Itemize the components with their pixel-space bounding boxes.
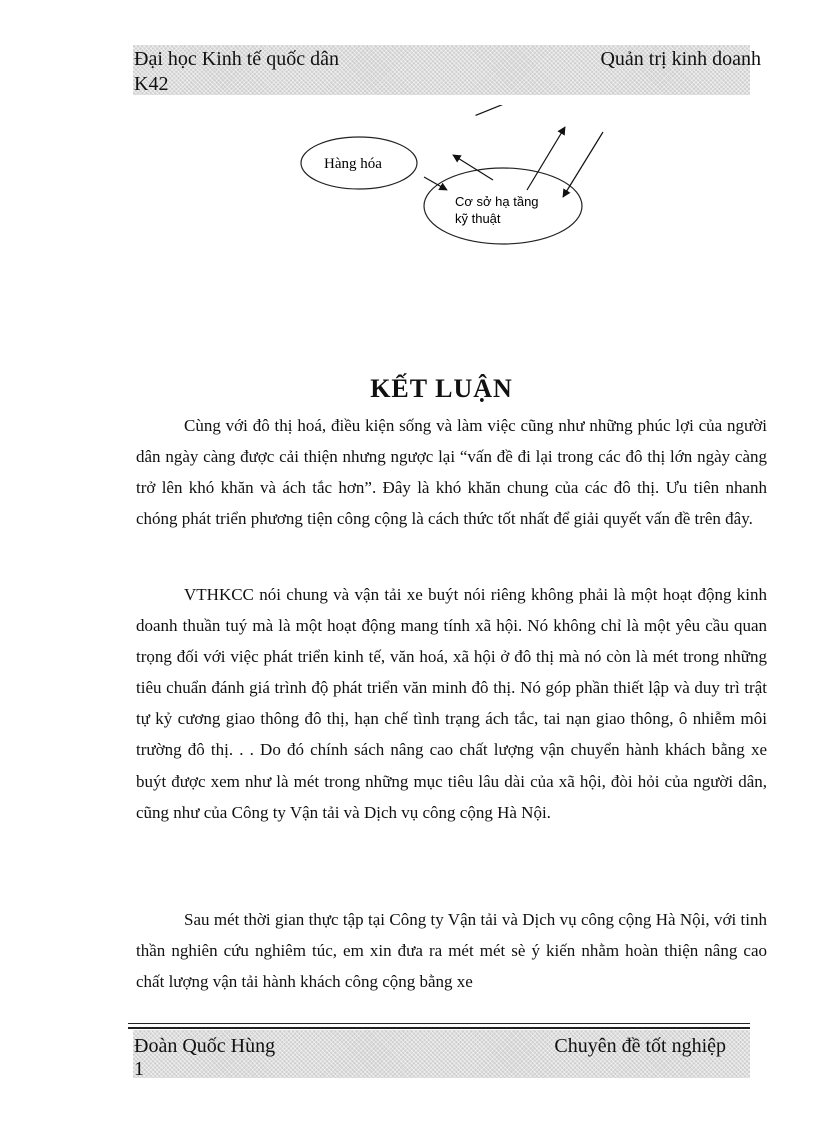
footer-doc-type: Chuyên đề tốt nghiệp [554, 1035, 726, 1057]
header-major: Quản trị kinh doanh [600, 48, 761, 70]
paragraph-3: Sau mét thời gian thực tập tại Công ty Vận tải và Dịch vụ công cộng Hà Nội, với tinh thần nghiên cứu nghiêm túc, em xin đưa ra mét mét sè ý kiến nhằm hoàn thiện nâng cao chất lượng vận tải hành khách công cộng bằng xe [136, 910, 767, 992]
arrow-down-left [563, 132, 603, 197]
footer-rule-bottom [128, 1027, 750, 1029]
page-title: KẾT LUẬN [370, 374, 513, 403]
paragraph-2: VTHKCC nói chung và vận tải xe buýt nói riêng không phải là một hoạt động kinh doanh thuần tuý mà là một hoạt động mang tính xã hội. Nó không chỉ là một yêu cầu quan trọng đối với việc phát triển kinh tế, văn hoá, xã hội ở đô thị mà nó còn là mét trong những tiêu chuẩn đánh giá trình độ phát triển văn minh đô thị. Nó góp phần thiết lập và duy trì trật tự kỷ cương giao thông đô thị, hạn chế tình trạng ách tắc, tai nạn giao thông, ô nhiễm môi trường đô thị. . . Do đó chính sách nâng cao chất lượng vận chuyển hành khách bằng xe buýt được xem như là mét trong những mục tiêu lâu dài của xã hội, đòi hỏi của người dân, cũng như của Công ty Vận tải và Dịch vụ công cộng Hà Nội. [136, 585, 767, 822]
paragraph-1: Cùng với đô thị hoá, điều kiện sống và làm việc cũng như những phúc lợi của người dân ngày càng được cải thiện nhưng ngược lại “vấn đề đi lại trong các đô thị lớn ngày càng trở lên khó khăn và ách tắc hơn”. Đây là khó khăn chung của các đô thị. Ưu tiên nhanh chóng phát triển phương tiện công cộng là cách thức tốt nhất để giải quyết vấn đề trên đây. [136, 416, 767, 529]
header-school: Đại học Kinh tế quốc dân [134, 48, 339, 70]
footer-rule-top [128, 1023, 750, 1024]
diagram [300, 105, 620, 250]
node-goods-label: Hàng hóa [324, 156, 382, 172]
footer-page-number: 1 [134, 1058, 144, 1080]
node-infrastructure-label-2: kỹ thuật [455, 211, 501, 226]
header-class: K42 [134, 73, 169, 95]
arrow-top [476, 105, 521, 115]
node-infrastructure-label-1: Cơ sở hạ tầng [455, 194, 539, 209]
footer-author: Đoàn Quốc Hùng [134, 1035, 276, 1057]
